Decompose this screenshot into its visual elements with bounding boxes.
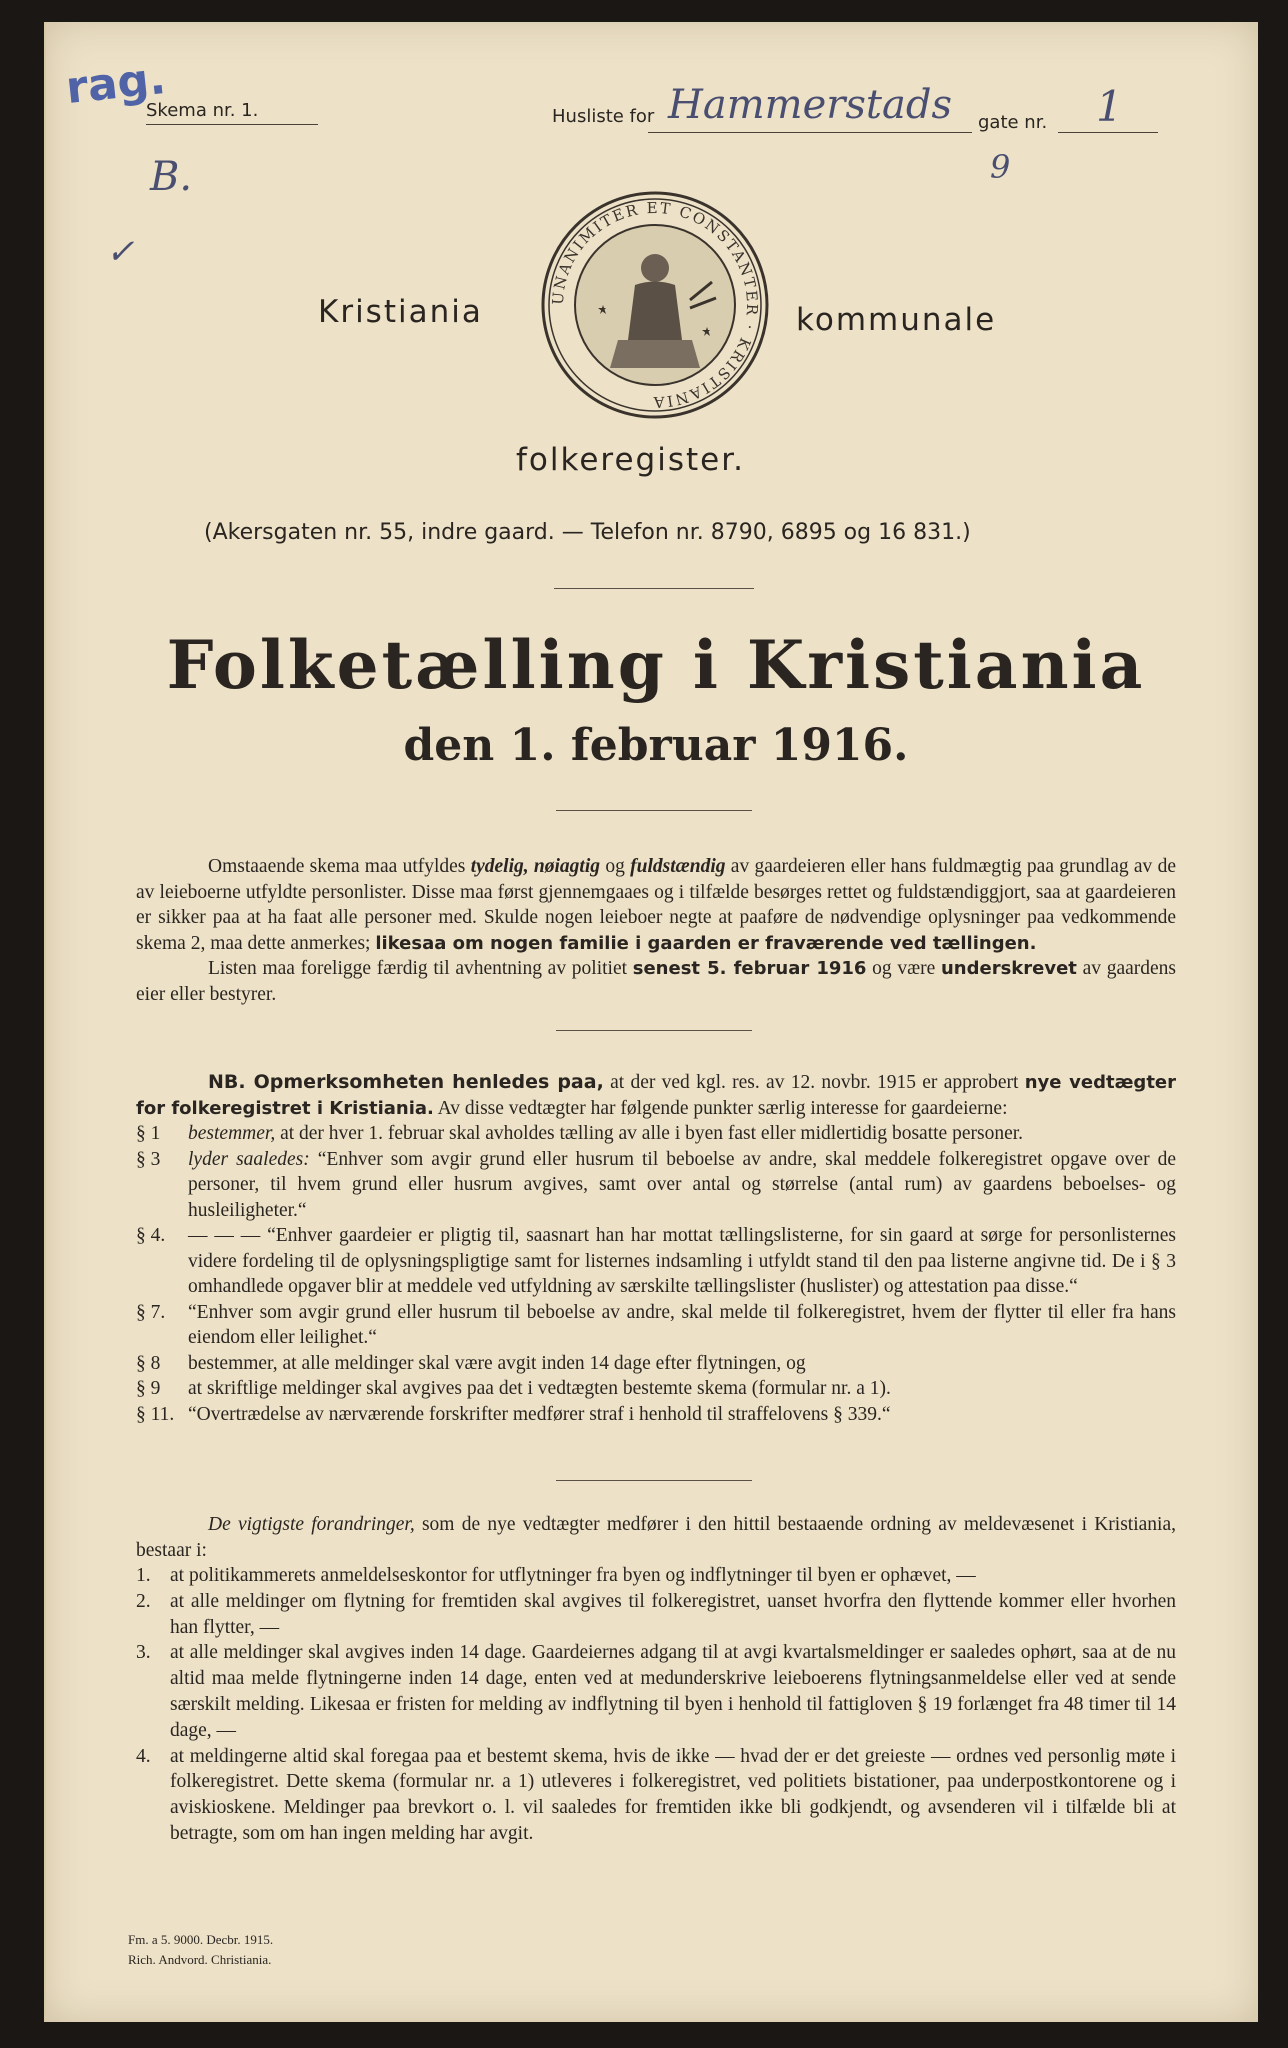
gate-label: gate nr. [978,112,1048,133]
list-text: at alle meldinger om flytning for fremtiden skal avgives til folkeregistret, uanset hvorfra den flyttende kommer eller hvorhen han flytter, — [170,1590,1176,1638]
section-text: lyder saaledes: “Enhver som avgir grund eller husrum til beboelse av andre, skal meddele folkeregistret opgave over de personer, til hvem grund eller husrum avgives, samt over antal og størrelse (antal rum) av gaardens beboelses- og husleiligheter.“ [188,1148,1176,1221]
section-text: at skriftlige meldinger skal avgives paa det i vedtægten bestemte skema (formular nr. a 1). [188,1378,891,1399]
list-item [136,1640,1176,1743]
gate-underline [1058,132,1158,133]
section-text: bestemmer, at alle meldinger skal være avgit inden 14 dage efter flytningen, og [188,1352,806,1374]
footer-line-2: Rich. Andvord. Christiania. [128,1952,272,1967]
section-number: § 4. [136,1225,166,1246]
section-number: § 7. [136,1301,166,1323]
list-text: at politikammerets anmeldelseskontor for utflytninger fra byen og indflytninger til byen er ophævet, — [170,1565,976,1586]
divider [554,588,754,589]
section-number: § 8 [136,1352,161,1374]
document-page [44,22,1258,2022]
nb-section [136,1070,1176,1427]
divider [556,810,752,811]
list-item [136,1744,1176,1847]
section-text: “Enhver som avgir grund eller husrum til beboelse av andre, skal melde til folkeregistret, hvem der flytter til eller fra hans eiendom eller leilighet.“ [188,1301,1176,1348]
changes-lead: De vigtigste forandringer, som de nye vedtægter medfører i den hittil bestaaende ordning av meldevæsenet i Kristiania, bestaar i: [136,1514,1176,1561]
checkmark: ✓ [106,232,135,272]
section-text: bestemmer, at der hver 1. februar skal avholdes tælling av alle i byen fast eller midlertidig bosatte personer. [188,1123,1024,1144]
nb-lead: NB. Opmerksomheten henledes paa, at der ved kgl. res. av 12. novbr. 1915 er approbert nye vedtægter for folkeregistret i Kristiania. Av disse vedtægter har følgende punkter særlig interesse for gaardeierne: [136,1071,1177,1119]
nb-section-row [136,1121,1176,1147]
footer-line-1: Fm. a 5. 9000. Decbr. 1915. [128,1932,274,1947]
nb-section-row [136,1300,1176,1351]
list-number: 1. [136,1565,151,1586]
section-number: § 1 [136,1123,161,1144]
skema-label: Skema nr. 1. [146,100,259,121]
section-number: § 3 [136,1148,161,1170]
nb-sections [136,1121,1176,1427]
section-number: § 9 [136,1378,161,1399]
nb-section-row [136,1376,1176,1402]
nb-section-row [136,1402,1176,1428]
list-number: 2. [136,1590,151,1612]
intro-paragraph-2: Listen maa foreligge færdig til avhentning av politiet senest 5. februar 1916 og være underskrevet av gaardens eier eller bestyrer. [136,958,1177,1005]
section-text: “Overtrædelse av nærværende forskrifter medfører straf i henhold til straffelovens § 339.“ [188,1403,891,1425]
nb-section-row [136,1351,1176,1377]
list-item [136,1563,1176,1589]
divider [556,1480,752,1481]
nb-section-row [136,1147,1176,1224]
intro-text [136,854,1176,1007]
list-item [136,1589,1176,1641]
changes-section [136,1512,1176,1847]
org-left: Kristiania [318,294,483,330]
husliste-label: Husliste for [552,106,655,127]
divider [556,1030,752,1031]
list-number: 3. [136,1642,151,1664]
list-number: 4. [136,1745,151,1767]
section-number: § 11. [136,1403,175,1425]
gate-number-handwritten: 1 [1096,82,1123,131]
org-below: folkeregister. [516,442,745,478]
nb-section-row [136,1223,1176,1300]
seal-icon [540,190,770,420]
svg-text:UNANIMITER ET CONSTANTER · KRI: UNANIMITER ET CONSTANTER · KRISTIANIA [548,198,762,412]
page-subtitle: den 1. februar 1916. [403,720,909,771]
street-underline [648,132,972,133]
handwritten-b: B. [150,154,193,200]
rag-stamp: rag. [63,52,169,115]
skema-underline [146,124,318,125]
org-address: (Akersgaten nr. 55, indre gaard. — Telefon nr. 8790, 6895 og 16 831.) [204,520,971,545]
intro-paragraph-1: Omstaaende skema maa utfyldes tydelig, nøiagtig og fuldstændig av gaardeieren eller hans fuldmægtig paa grundlag av de av leieboerne utfyldte personlister. Disse maa først gjennemgaaes og i tilfælde besørges rettet og fuldstændiggjort, saa at gaardeieren er sikker paa at ha faat alle personer med. Skulde nogen leieboer negte at paaføre de nødvendige oplysninger paa vedkommende skema 2, maa dette anmerkes; likesaa om nogen familie i gaarden er fraværende ved tællingen. [136,856,1177,954]
city-seal [540,190,770,420]
list-text: at meldingerne altid skal foregaa paa et bestemt skema, hvis de ikke — hvad der er det greieste — ordnes ved personlig møte i folkeregistret. Dette skema (formular nr. a 1) utleveres i folkeregistret, ved politiets bistationer, paa underpostkontorene og i aviskioskene. Meldinger paa brevkort o. l. vil saaledes for fremtiden ikke bli godkjendt, og avsenderen vil i tilfælde bli at betragte, som om han ingen melding har avgit. [170,1745,1176,1844]
street-handwritten: Hammerstads [668,82,952,128]
org-right: kommunale [796,302,997,338]
page-title: Folketælling i Kristiania [166,626,1146,704]
footer [128,1930,273,1970]
handwritten-9: 9 [990,148,1011,186]
list-text: at alle meldinger skal avgives inden 14 dage. Gaardeiernes adgang til at avgi kvartalsmeldinger er saaledes ophørt, saa at de nu altid maa melde flytningerne inden 14 dage, enten ved at medunderskrive leieboerens flytningsanmeldelse eller ved at sende særskilt melding. Likesaa er fristen for melding av indflytning til byen i henhold til fattigloven § 19 forlænget fra 48 timer til 14 dage, — [170,1642,1176,1741]
section-text: — — — “Enhver gaardeier er pligtig til, saasnart han har mottat tællingslisterne, for sin gaard at sørge for personlisternes videre fordeling til de oplysningspligtige samt for listernes indsamling i utfyldt stand til den paa listerne angivne tid. De i § 3 omhandlede opgaver blir at meddele ved utfyldning av særskilte tællingslister (huslister) og attestation paa disse.“ [188,1225,1176,1297]
changes-list [136,1563,1176,1847]
